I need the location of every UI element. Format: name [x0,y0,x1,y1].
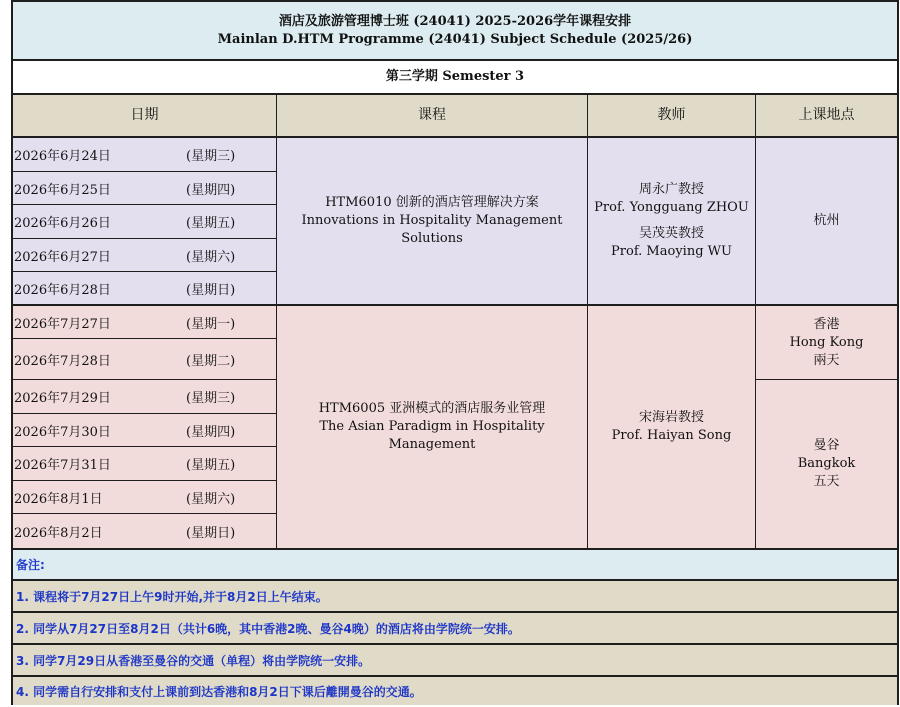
table-row [13,339,277,380]
location-cell-hangzhou [756,138,897,306]
teacher-name-en: Prof. Haiyan Song [611,428,732,443]
date-cell: 2026年8月2日 [14,525,103,541]
course-cell-htm6010 [277,138,588,306]
date-cell: 2026年7月28日 [14,353,111,369]
schedule-table [11,0,899,705]
weekday-cell: (星期五) [186,458,236,473]
weekday-cell: (星期六) [186,249,236,265]
table-row [13,414,277,447]
note-item: 3. 同学7月29日从香港至曼谷的交通（单程）将由学院统一安排。 [13,643,897,675]
column-header-location: 上课地点 [756,95,897,138]
column-header-course: 课程 [277,95,588,138]
table-row [13,514,277,548]
weekday-cell: (星期三) [186,149,236,164]
weekday-cell: (星期六) [186,491,236,507]
table-row [13,138,277,172]
weekday-cell: (星期日) [186,282,236,298]
date-cell: 2026年6月27日 [14,249,111,265]
location-name-en: Bangkok [797,456,856,471]
weekday-cell: (星期五) [186,216,236,231]
location-name: 杭州 [813,213,840,228]
table-row [13,380,277,414]
teacher-name-en: Prof. Yongguang ZHOU [594,200,749,215]
title-en: Mainlan D.HTM Programme (24041) Subject Schedule (2025/26) [217,32,693,47]
location-days: 兩天 [813,352,840,368]
weekday-cell: (星期日) [186,525,236,541]
weekday-cell: (星期四) [186,424,236,440]
location-name-cn: 香港 [813,316,840,332]
table-row [13,272,277,306]
table-row [13,306,277,339]
date-cell: 2026年8月1日 [14,491,103,507]
date-cell: 2026年6月24日 [14,149,111,164]
course-cell-htm6005 [277,306,588,548]
weekday-cell: (星期四) [186,182,236,198]
teacher-name-cn: 周永广教授 [638,182,704,197]
teacher-cell-htm6010 [588,138,756,306]
table-row [13,205,277,239]
table-row [13,447,277,481]
location-cell-bangkok [756,380,897,548]
teacher-name-cn: 吴茂英教授 [638,226,704,241]
table-row [13,172,277,205]
column-header-teacher: 教师 [588,95,756,138]
teacher-name-en: Prof. Maoying WU [611,244,732,259]
table-header [13,2,897,61]
course-name-en: The Asian Paradigm in Hospitality Management [319,419,545,452]
course-name-cn: HTM6005 亚洲模式的酒店服务业管理 [318,401,546,416]
table-row [13,481,277,514]
date-cell: 2026年6月28日 [14,282,111,298]
date-cell: 2026年7月29日 [14,391,111,406]
location-name-en: Hong Kong [789,334,864,350]
note-item: 1. 课程将于7月27日上午9时开始,并于8月2日上午结束。 [13,579,897,611]
note-item: 4. 同学需自行安排和支付上课前到达香港和8月2日下课后離開曼谷的交通。 [13,675,897,705]
teacher-name-cn: 宋海岩教授 [638,410,704,425]
semester-title: 第三学期 Semester 3 [13,61,897,95]
location-name-cn: 曼谷 [813,438,840,453]
notes-title: 备注: [13,548,897,579]
course-name-cn: HTM6010 创新的酒店管理解决方案 [325,195,539,210]
table-row [13,239,277,272]
course-name-en: Innovations in Hospitality Management Solutions [301,213,563,246]
date-cell: 2026年6月25日 [14,182,111,198]
date-cell: 2026年6月26日 [14,216,111,231]
weekday-cell: (星期一) [186,316,236,332]
teacher-cell-htm6005 [588,306,756,548]
weekday-cell: (星期三) [186,391,236,406]
column-header-date: 日期 [13,95,277,138]
location-days: 五天 [813,474,840,489]
date-cell: 2026年7月27日 [14,316,111,332]
title-cn: 酒店及旅游管理博士班 (24041) 2025-2026学年课程安排 [278,14,632,29]
weekday-cell: (星期二) [186,353,236,369]
location-cell-hong-kong [756,306,897,380]
note-item: 2. 同学从7月27日至8月2日（共计6晚，其中香港2晚、曼谷4晚）的酒店将由学院统一安排。 [13,611,897,643]
date-cell: 2026年7月31日 [14,458,111,473]
date-cell: 2026年7月30日 [14,424,111,440]
